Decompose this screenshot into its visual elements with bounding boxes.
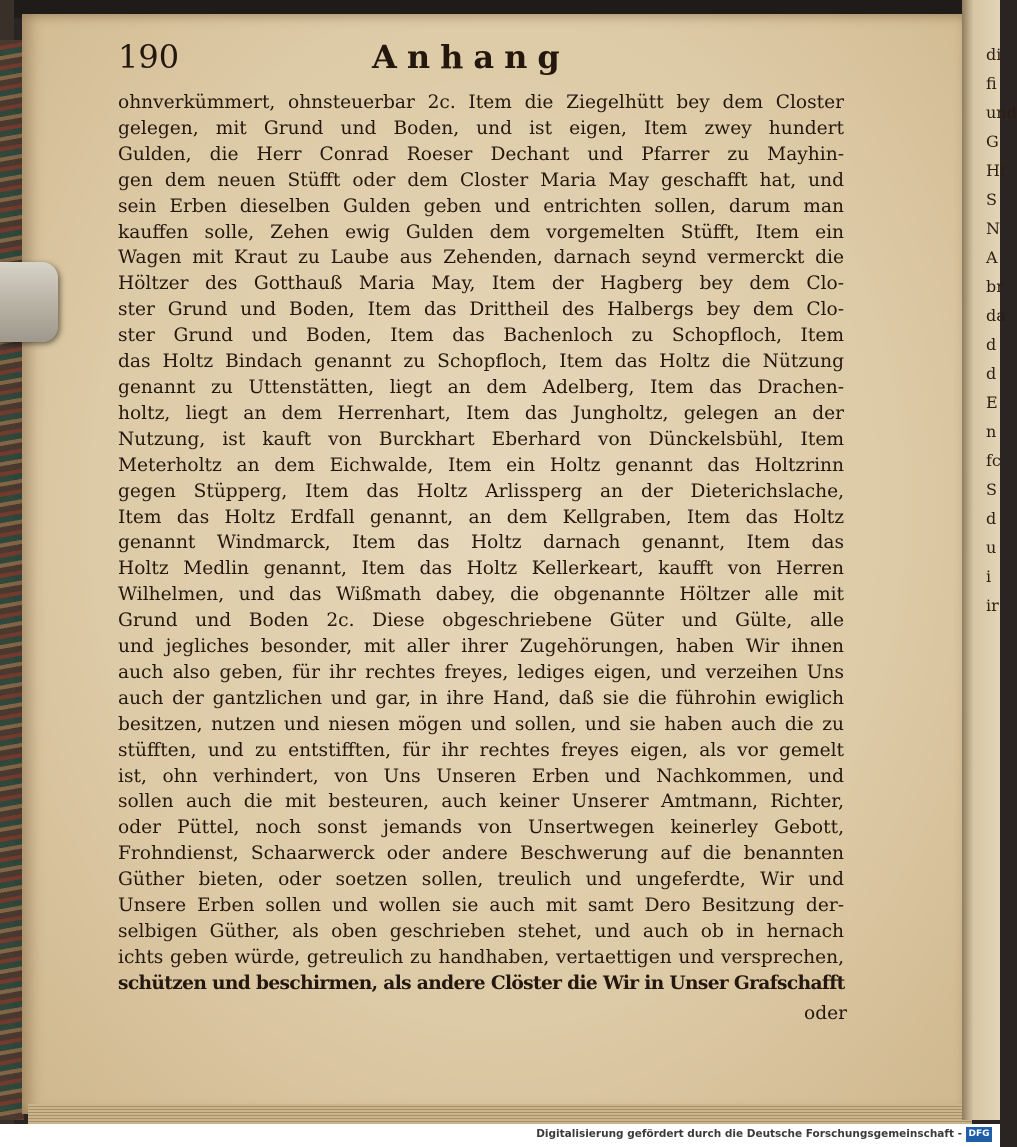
text-line: Frohndienst, Schaarwerck oder andere Beschwerung auf die benannten — [118, 843, 844, 865]
facing-page-fragment: di — [986, 45, 1002, 64]
text-line: kauffen solle, Zehen ewig Gulden dem vorgemelten Stüfft, Item ein — [118, 221, 844, 243]
digitization-credit: Digitalisierung gefördert durch die Deutsche Forschungsgemeinschaft - — [536, 1128, 962, 1140]
facing-page-fragment: E — [986, 393, 998, 412]
text-line: Wagen mit Kraut zu Laube aus Zehenden, darnach seynd vermerckt die — [118, 247, 844, 269]
page-body-text — [118, 90, 844, 997]
text-line: und jegliches besonder, mit aller ihrer Zugehörungen, haben Wir ihnen — [118, 636, 844, 658]
facing-page-fragment: fi — [986, 74, 997, 93]
facing-page-fragment: i — [986, 567, 992, 586]
text-line: ster Grund und Boden, Item das Drittheil des Halbergs bey dem Clo- — [118, 299, 844, 321]
text-line: sein Erben dieselben Gulden geben und entrichten sollen, darum man — [118, 195, 844, 217]
facing-page-fragment: N — [986, 219, 1000, 238]
facing-page-fragment: n — [986, 422, 997, 441]
text-line: ist, ohn verhindert, von Uns Unseren Erben und Nachkommen, und — [118, 765, 844, 787]
facing-page-fragment: br — [986, 277, 1004, 296]
text-line: Holtz Medlin genannt, Item das Holtz Kellerkeart, kaufft von Herren — [118, 558, 844, 580]
text-line: stüfften, und zu entstifften, für ihr rechtes freyes eigen, als vor gemelt — [118, 739, 844, 761]
text-line: auch also geben, für ihr rechtes freyes, lediges eigen, und verzeihen Uns — [118, 661, 844, 683]
text-line: genannt Windmarck, Item das Holtz darnach genannt, Item das — [118, 532, 844, 554]
page-stack-edge — [28, 1104, 972, 1126]
facing-page-fragment: u — [986, 538, 997, 557]
text-line: Güther bieten, oder soetzen sollen, treulich und ungeferdte, Wir und — [118, 869, 844, 891]
text-line: gegen Stüpperg, Item das Holtz Arlissperg an der Dieterichslache, — [118, 480, 844, 502]
text-line: selbigen Güther, als oben geschrieben stehet, und auch ob in hernach — [118, 921, 844, 942]
facing-page-fragment: S — [986, 190, 997, 209]
text-line: Item das Holtz Erdfall genannt, an dem Kellgraben, Item das Holtz — [118, 506, 844, 528]
facing-page-fragment: A — [986, 248, 998, 267]
facing-page-fragment: d — [986, 509, 997, 528]
text-line: Wilhelmen, und das Wißmath dabey, die obgenannte Höltzer alle mit — [118, 584, 844, 606]
text-line: Grund und Boden 2c. Diese obgeschriebene Güter und Gülte, alle — [118, 610, 844, 632]
facing-page-text — [986, 40, 1017, 620]
text-line: gelegen, mit Grund und Boden, und ist eigen, Item zwey hundert — [118, 117, 844, 139]
text-line: sollen auch die mit besteuren, auch keiner Unserer Amtmann, Richter, — [118, 791, 844, 813]
running-head: Anhang — [372, 38, 570, 76]
text-line: Höltzer des Gotthauß Maria May, Item der Hagberg bey dem Clo- — [118, 273, 844, 295]
text-line: oder Püttel, noch sonst jemands von Unsertwegen keinerley Gebott, — [118, 817, 844, 839]
book-clip — [0, 262, 58, 342]
page-number: 190 — [118, 38, 180, 76]
text-line: gen dem neuen Stüfft oder dem Closter Maria May geschafft hat, und — [118, 169, 844, 191]
text-line: schützen und beschirmen, als andere Clöster die Wir in Unser Grafschafft — [118, 972, 845, 994]
text-line: auch der gantzlichen und gar, in ihre Hand, daß sie die führohin ewiglich — [118, 687, 844, 709]
text-line: ster Grund und Boden, Item das Bachenloch zu Schopfloch, Item — [118, 325, 844, 347]
catchword: oder — [804, 1003, 847, 1024]
text-line: das Holtz Bindach genannt zu Schopfloch, Item das Holtz die Nützung — [118, 351, 844, 373]
text-line: Unsere Erben sollen und wollen sie auch mit samt Dero Besitzung der- — [118, 895, 844, 917]
facing-page-fragment: G — [986, 132, 999, 151]
facing-page-fragment: Hi — [986, 161, 1006, 180]
text-line: besitzen, nutzen und niesen mögen und sollen, und sie haben auch die zu — [118, 713, 844, 735]
text-line: Nutzung, ist kauft von Burckhart Eberhard von Dünckelsbühl, Item — [118, 428, 844, 450]
text-line: ichts geben würde, getreulich zu handhaben, vertaettigen und versprechen, — [118, 946, 844, 968]
facing-page-fragment: S — [986, 480, 997, 499]
facing-page-fragment: d — [986, 364, 997, 383]
facing-page-fragment: fc — [986, 451, 1001, 470]
facing-page-fragment: ir — [986, 596, 999, 615]
facing-page-fragment: d — [986, 335, 997, 354]
facing-page-fragment: und — [986, 103, 1017, 122]
dfg-logo: DFG — [966, 1127, 992, 1142]
text-line: Gulden, die Herr Conrad Roeser Dechant und Pfarrer zu Mayhin- — [118, 143, 844, 165]
text-line: genannt zu Uttenstätten, liegt an dem Adelberg, Item das Drachen- — [118, 376, 844, 398]
text-line: Meterholtz an dem Eichwalde, Item ein Holtz genannt das Holtzrinn — [118, 454, 844, 476]
marbled-cover — [0, 40, 24, 1120]
text-line: ohnverkümmert, ohnsteuerbar 2c. Item die Ziegelhütt bey dem Closter — [118, 92, 844, 113]
text-line: holtz, liegt an dem Herrenhart, Item das Jungholtz, gelegen an der — [118, 402, 844, 424]
facing-page-fragment: da — [986, 306, 1006, 325]
